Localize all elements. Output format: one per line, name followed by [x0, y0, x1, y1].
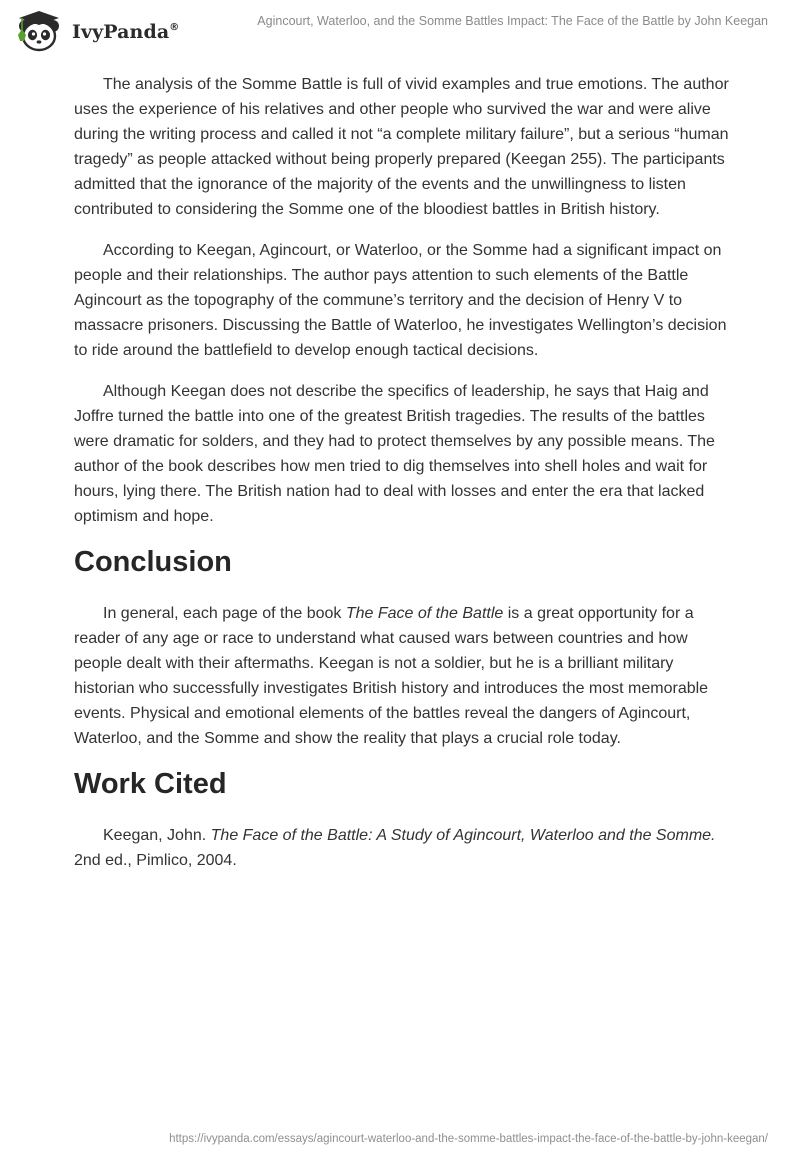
document-title: Agincourt, Waterloo, and the Somme Battles Impact: The Face of the Battle by John Keegan: [257, 14, 768, 28]
panda-graduate-icon: [14, 9, 66, 53]
essay-content: [74, 72, 734, 889]
citation-entry: Keegan, John. The Face of the Battle: A Study of Agincourt, Waterloo and the Somme. 2nd ed., Pimlico, 2004.: [74, 827, 716, 869]
conclusion-heading: Conclusion: [74, 546, 232, 578]
conclusion-paragraph: In general, each page of the book The Face of the Battle is a great opportunity for a reader of any age or race to understand what caused wars between countries and how people dealt with their aftermaths. Keegan is not a soldier, but he is a brilliant military historian who successfully investigates British history and introduces the most memorable events. Physical and emotional elements of the battles reveal the dangers of Agincourt, Waterloo, and the Somme and show the reality that plays a crucial role today.: [74, 605, 709, 747]
cited-book-title: The Face of the Battle: A Study of Agincourt, Waterloo and the Somme.: [210, 827, 716, 844]
paragraph-somme-analysis: The analysis of the Somme Battle is full of vivid examples and true emotions. The author uses the experience of his relatives and other people who survived the war and were alive during the writing process and called it not “a complete military failure”, but a serious “human tragedy” as people attacked without being properly prepared (Keegan 255). The participants admitted that the ignorance of the majority of the events and the unwillingness to listen contributed to considering the Somme one of the bloodiest battles in British history.: [74, 76, 729, 218]
paragraph-leadership: Although Keegan does not describe the specifics of leadership, he says that Haig and Joffre turned the battle into one of the greatest British tragedies. The results of the battles were dramatic for solders, and they had to protect themselves by any possible means. The author of the book describes how men tried to dig themselves into shell holes and wait for hours, lying there. The British nation had to deal with losses and enter the era that lacked optimism and hope.: [74, 383, 715, 525]
book-title: The Face of the Battle: [345, 605, 504, 622]
page-header: [0, 0, 800, 62]
paragraph-battles-impact: According to Keegan, Agincourt, or Waterloo, or the Somme had a significant impact on people and their relationships. The author pays attention to such elements of the Battle Agincourt as the topography of the commune’s territory and the decision of Henry V to massacre prisoners. Discussing the Battle of Waterloo, he investigates Wellington’s decision to ride around the battlefield to develop enough tactical decisions.: [74, 242, 727, 359]
brand-name: IvyPanda®: [72, 21, 180, 43]
source-url[interactable]: https://ivypanda.com/essays/agincourt-waterloo-and-the-somme-battles-impact-the-face-of-the-battle-by-john-keegan/: [169, 1133, 768, 1145]
works-cited-heading: Work Cited: [74, 768, 227, 800]
ivypanda-logo[interactable]: [14, 9, 179, 53]
